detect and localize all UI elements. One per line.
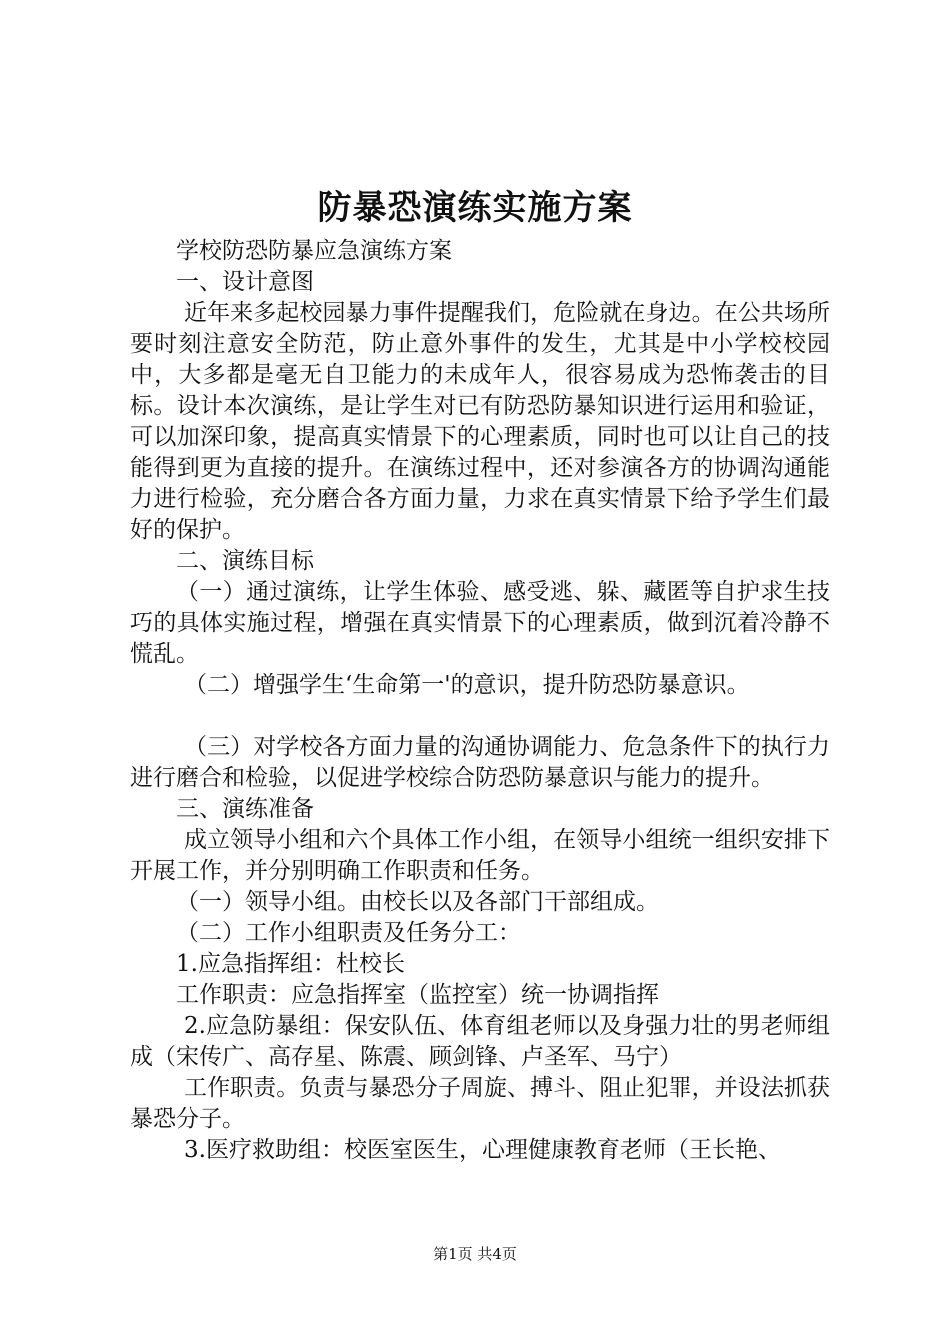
section-heading: 三、演练准备 [176,796,314,822]
paragraph: （一）通过演练，让学生体验、感受逃、躲、藏匿等自护求生技巧的具体实施过程，增强在真实情景下的心理素质，做到沉着冷静不慌乱。 [130,579,830,667]
section-heading: 一、设计意图 [176,269,314,295]
paragraph: （二）工作小组职责及任务分工： [176,920,521,946]
paragraph: 3.医疗救助组：校医室医生，心理健康教育老师（王长艳、 [184,1137,781,1163]
paragraph: （三）对学校各方面力量的沟通协调能力、危急条件下的执行力进行磨合和检验，以促进学校综合防恐防暴意识与能力的提升。 [130,734,830,791]
section-heading: 二、演练目标 [176,548,314,574]
document-title: 防暴恐演练实施方案 [317,188,633,228]
document-body [130,236,830,1166]
paragraph: 1.应急指挥组：杜校长 [176,951,405,977]
paragraph: 2.应急防暴组：保安队伍、体育组老师以及身强力壮的男老师组成（宋传广、高存星、陈震、顾剑锋、卢圣军、马宁） [130,1013,830,1070]
paragraph: 工作职责。负责与暴恐分子周旋、搏斗、阻止犯罪，并设法抓获暴恐分子。 [130,1075,830,1132]
paragraph: 学校防恐防暴应急演练方案 [176,238,452,264]
paragraph: （一）领导小组。由校长以及各部门干部组成。 [176,889,659,915]
paragraph: 近年来多起校园暴力事件提醒我们，危险就在身边。在公共场所要时刻注意安全防范，防止意外事件的发生，尤其是中小学校校园中，大多都是毫无自卫能力的未成年人，很容易成为恐怖袭击的目标。设计本次演练，是让学生对已有防恐防暴知识进行运用和验证，可以加深印象，提高真实情景下的心理素质，同时也可以让自己的技能得到更为直接的提升。在演练过程中，还对参演各方的协调沟通能力进行检验，充分磨合各方面力量，力求在真实情景下给予学生们最好的保护。 [130,300,830,543]
paragraph: 工作职责：应急指挥室（监控室）统一协调指挥 [176,982,659,1008]
paragraph: （二）增强学生‘生命第一'的意识，提升防恐防暴意识。 [184,672,750,698]
paragraph: 成立领导小组和六个具体工作小组，在领导小组统一组织安排下开展工作，并分别明确工作职责和任务。 [130,827,830,884]
blank-line [130,701,830,732]
page-footer: 第1页 共4页 [433,1245,517,1263]
